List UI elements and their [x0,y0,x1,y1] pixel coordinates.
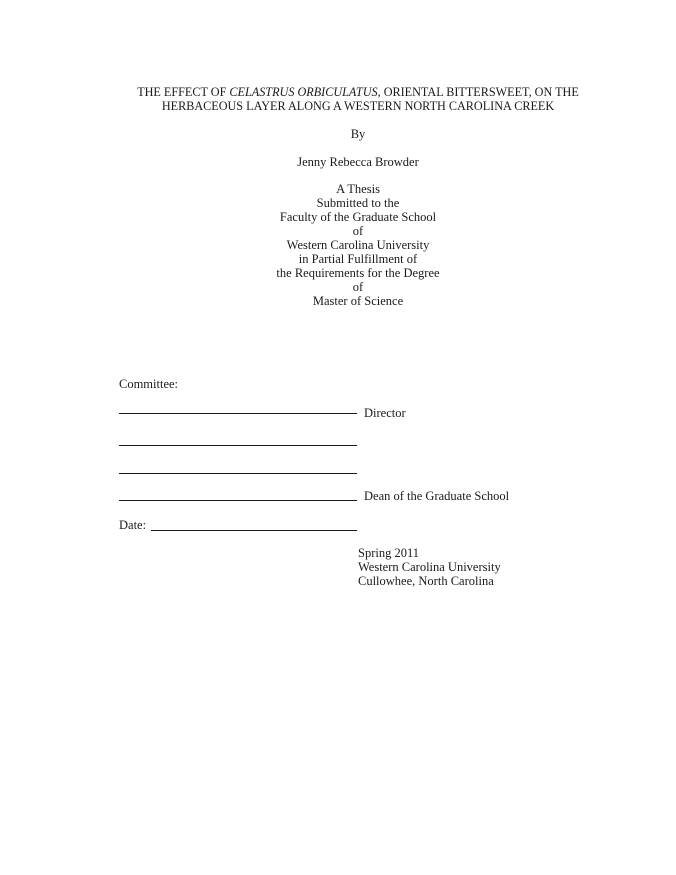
date-label: Date: [119,518,147,532]
title-prefix: THE EFFECT OF [137,85,230,99]
imprint-location: Cullowhee, North Carolina [358,574,494,588]
thesis-line: the Requirements for the Degree [276,266,440,280]
author-name: Jenny Rebecca Browder [297,155,419,169]
thesis-line: Faculty of the Graduate School [279,210,437,224]
thesis-line: of [352,224,364,238]
thesis-line: in Partial Fulfillment of [298,252,418,266]
title-line-2: HERBACEOUS LAYER ALONG A WESTERN NORTH CAROLINA CREEK [161,99,555,113]
committee-signature-line [119,445,357,446]
thesis-line: A Thesis [336,182,380,196]
date-signature-line [151,530,357,531]
committee-label: Committee: [119,377,179,391]
by-line: By [350,127,366,141]
thesis-title [100,85,616,113]
imprint-university: Western Carolina University [358,560,501,574]
dean-signature-line [119,500,357,501]
thesis-line: Western Carolina University [286,238,430,252]
title-species: CELASTRUS ORBICULATUS [229,85,378,99]
title-suffix: , ORIENTAL BITTERSWEET, ON THE [377,85,579,99]
thesis-line: Master of Science [312,294,404,308]
imprint-term: Spring 2011 [358,546,419,560]
committee-signature-line [119,473,357,474]
director-signature-line [119,413,357,414]
title-line-1 [100,85,616,99]
imprint [358,546,501,588]
dean-label: Dean of the Graduate School [364,489,510,503]
director-label: Director [364,406,406,420]
thesis-line: of [352,280,364,294]
thesis-line: Submitted to the [316,196,400,210]
thesis-statement [158,182,558,308]
